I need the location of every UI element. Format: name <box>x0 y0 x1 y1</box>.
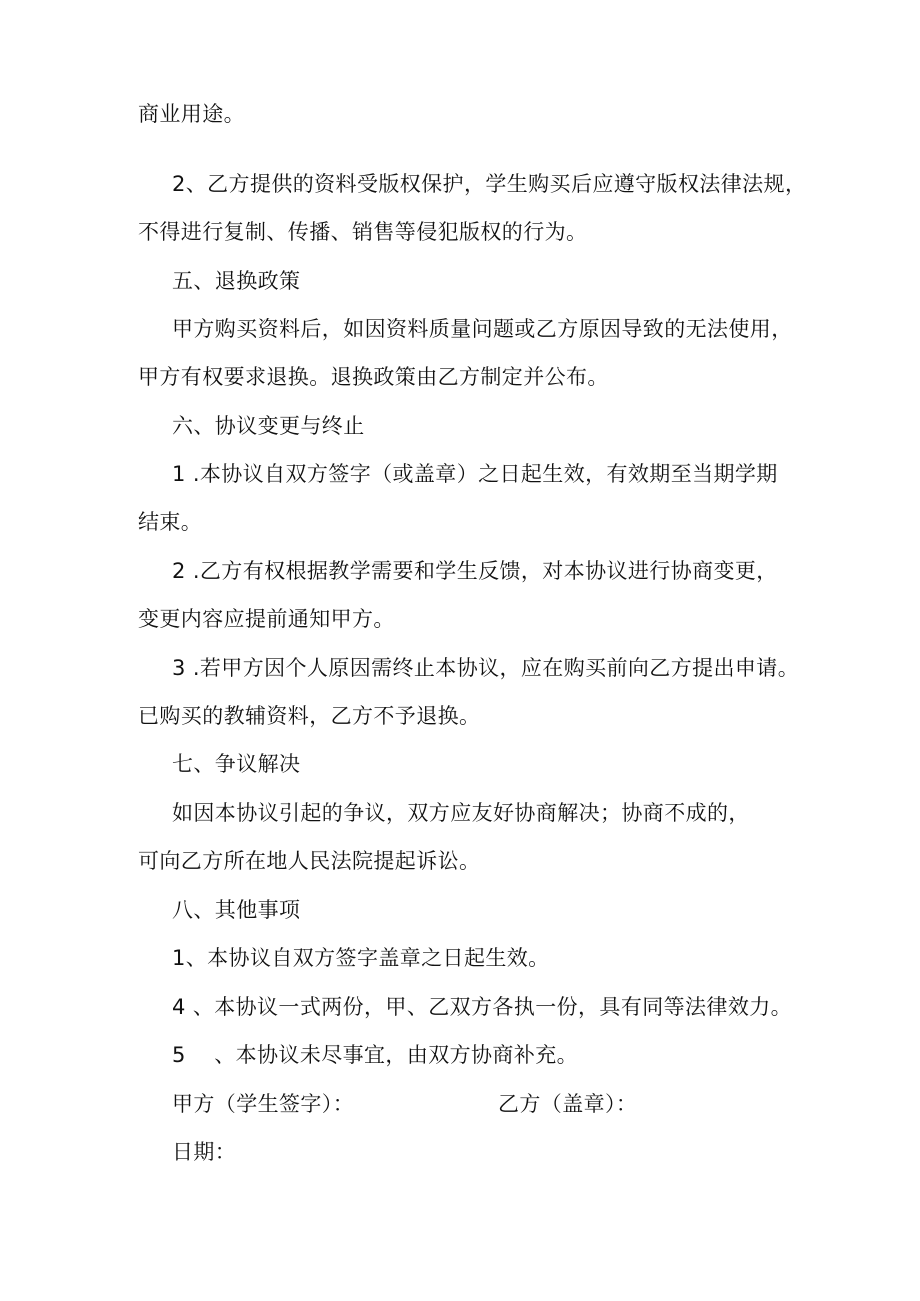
paragraph-line: 1、本协议自双方签字盖章之日起生效。 <box>172 946 550 970</box>
paragraph-line: 5 、本协议未尽事宜，由双方协商补充。 <box>172 1043 579 1067</box>
paragraph-line: 4 、本协议一式两份，甲、乙双方各执一份，具有同等法律效力。 <box>172 995 793 1019</box>
date-label: 日期： <box>172 1140 237 1164</box>
paragraph-line: 结束。 <box>138 510 203 534</box>
paragraph-line: 甲方购买资料后，如因资料质量问题或乙方原因导致的无法使用， <box>172 317 793 341</box>
paragraph-line: 1 .本协议自双方签字（或盖章）之日起生效，有效期至当期学期 <box>172 462 778 486</box>
section-heading: 七、争议解决 <box>172 752 301 776</box>
section-heading: 八、其他事项 <box>172 898 301 922</box>
paragraph-line: 不得进行复制、传播、销售等侵犯版权的行为。 <box>138 220 588 244</box>
paragraph-line: 变更内容应提前通知甲方。 <box>138 607 395 631</box>
party-b-seal-label: 乙方（盖章）： <box>498 1092 638 1116</box>
paragraph-line: 可向乙方所在地人民法院提起诉讼。 <box>138 849 481 873</box>
paragraph-line: 2 .乙方有权根据教学需要和学生反馈，对本协议进行协商变更， <box>172 559 778 583</box>
paragraph-line: 2、乙方提供的资料受版权保护，学生购买后应遵守版权法律法规， <box>172 172 807 196</box>
paragraph-line: 3 .若甲方因个人原因需终止本协议，应在购买前向乙方提出申请。 <box>172 656 800 680</box>
section-heading: 五、退换政策 <box>172 269 301 293</box>
paragraph-line: 商业用途。 <box>138 102 245 126</box>
section-heading: 六、协议变更与终止 <box>172 414 365 438</box>
party-a-signature-label: 甲方（学生签字）： <box>172 1092 355 1116</box>
paragraph-line: 已购买的教辅资料，乙方不予退换。 <box>138 704 481 728</box>
paragraph-line: 如因本协议引起的争议，双方应友好协商解决；协商不成的， <box>172 801 750 825</box>
paragraph-line: 甲方有权要求退换。退换政策由乙方制定并公布。 <box>138 365 609 389</box>
